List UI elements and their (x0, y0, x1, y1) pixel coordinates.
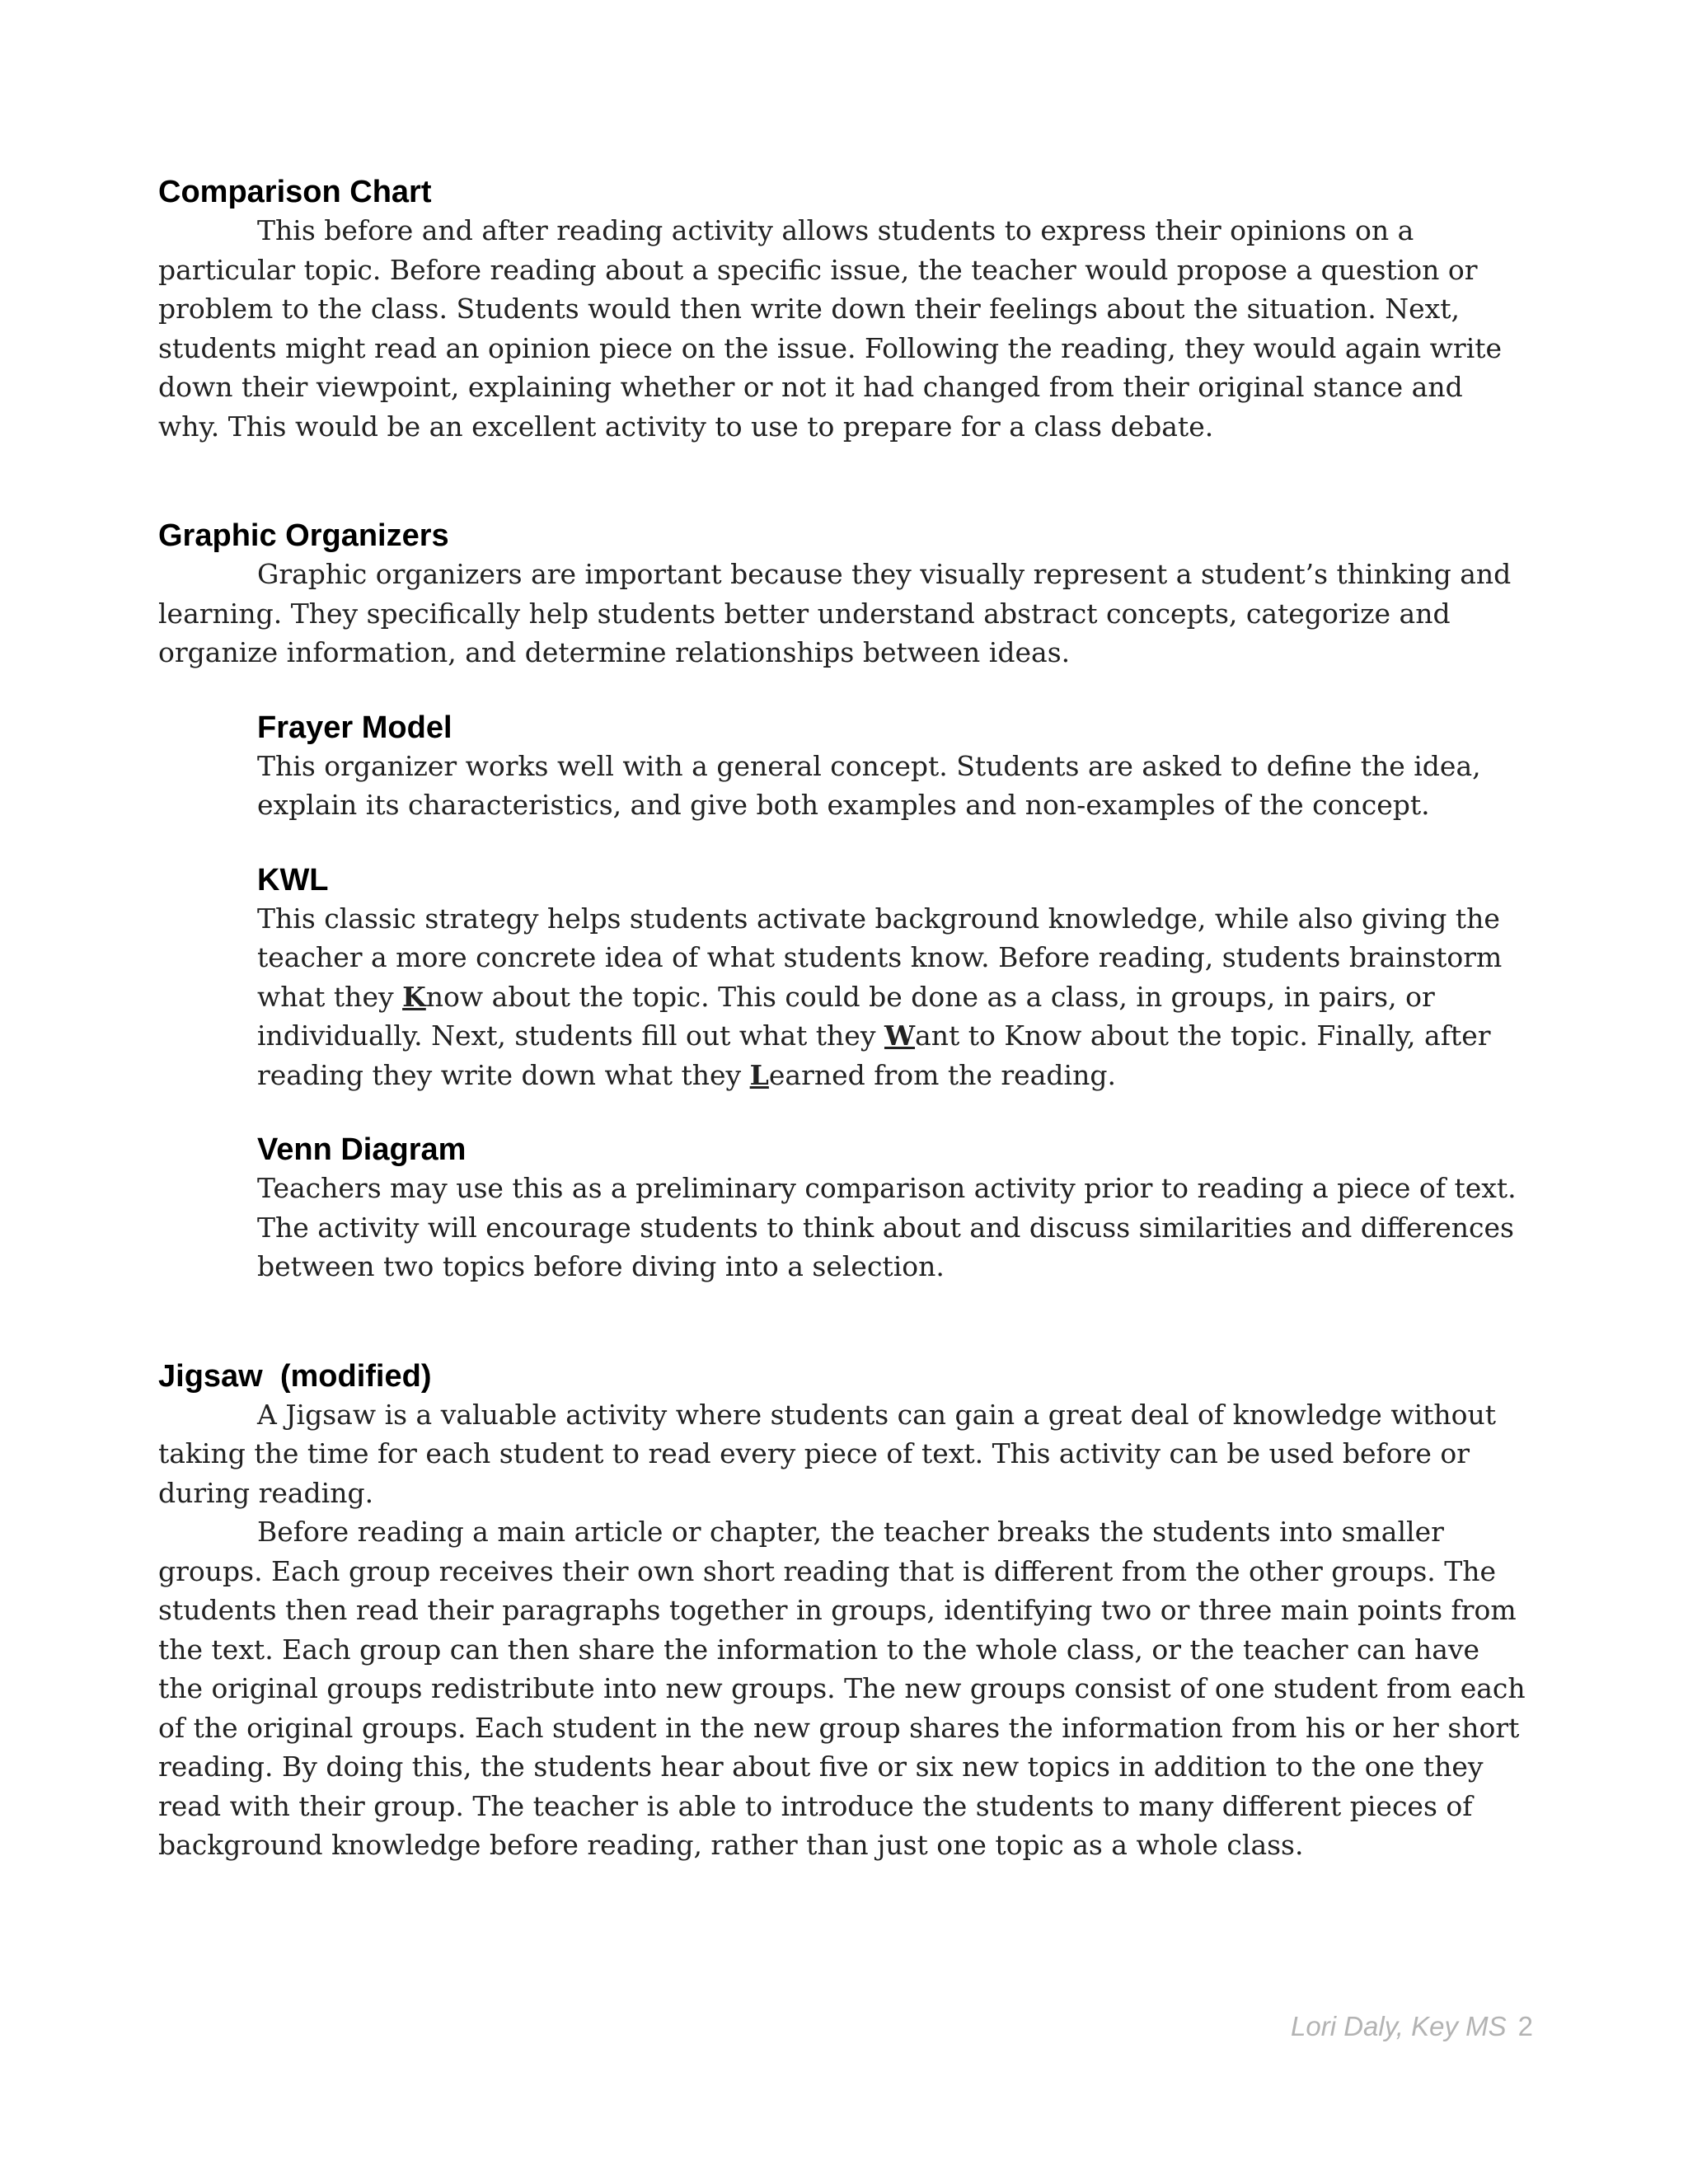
subsection-heading: Venn Diagram (257, 1132, 467, 1167)
footer-author: Lori Daly, Key MS (1291, 2011, 1507, 2041)
section-paragraph: This before and after reading activity allows students to express their opinions on a particular topic. Before reading about a specific issue, the teacher would propose a question or problem to the class. Students would then write down their feelings about the situation. Next, students might read an opinion piece on the issue. Following the reading, they would again write down their viewpoint, explaining whether or not it had changed from their original stance and why. This would be an excellent activity to use to prepare for a class debate. (158, 214, 1503, 443)
subsection-frayer-model (257, 709, 1526, 825)
subsection-kwl (257, 861, 1526, 1095)
subsection-venn-diagram (257, 1131, 1526, 1286)
page-footer (1236, 2011, 1533, 2042)
kwl-letter-l: L (749, 1058, 769, 1091)
section-paragraph: Graphic organizers are important because they visually represent a student’s thinking and learning. They specifically help students better understand abstract concepts, categorize and organize information, and determine relationships between ideas. (158, 558, 1512, 668)
kwl-text-part: now about the topic. This could be done as a class, in groups, in pairs, or individually. Next, students fill out what they (257, 980, 1435, 1052)
subsection-spacer (158, 1094, 1526, 1131)
section-spacer (158, 1286, 1526, 1357)
section-paragraph: Before reading a main article or chapter, the teacher breaks the students into smaller groups. Each group receives their own short reading that is different from the other groups. The students then read their paragraphs together in groups, identifying two or three main points from the text. Each group can then share the information to the whole class, or the teacher can have the original groups redistribute into new groups. The new groups consist of one student from each of the original groups. Each student in the new group shares the information from his or her short reading. By doing this, the students hear about five or six new topics in addition to the one they read with their group. The teacher is able to introduce the students to many different pieces of background knowledge before reading, rather than just one topic as a whole class. (158, 1516, 1526, 1861)
subsection-spacer (158, 825, 1526, 861)
section-comparison-chart (158, 173, 1526, 446)
section-jigsaw (158, 1357, 1526, 1865)
section-heading: Jigsaw (modified) (158, 1358, 432, 1394)
subsection-spacer (158, 673, 1526, 709)
subsection-paragraph (257, 899, 1526, 1095)
section-heading: Graphic Organizers (158, 518, 449, 553)
kwl-letter-w: W (884, 1019, 916, 1052)
page-number: 2 (1517, 2011, 1533, 2041)
subsection-heading: KWL (257, 862, 329, 898)
kwl-text-part: earned from the reading. (768, 1058, 1116, 1091)
kwl-letter-k: K (402, 980, 426, 1013)
section-paragraph: A Jigsaw is a valuable activity where students can gain a great deal of knowledge without taking the time for each student to read every piece of text. This activity can be used before or during reading. (158, 1398, 1497, 1509)
section-heading: Comparison Chart (158, 175, 432, 209)
subsection-paragraph: This organizer works well with a general concept. Students are asked to define the idea, explain its characteristics, and give both examples and non-examples of the concept. (257, 749, 1481, 821)
subsection-paragraph: Teachers may use this as a preliminary comparison activity prior to reading a piece of text. The activity will encourage students to think about and discuss similarities and differences between two topics before diving into a selection. (257, 1172, 1517, 1282)
document-body (158, 173, 1526, 1865)
kwl-text-part: ant to Know about the topic. Finally, after reading they write down what they (257, 1019, 1491, 1091)
subsection-heading: Frayer Model (257, 710, 452, 745)
kwl-text-part: This classic strategy helps students activate background knowledge, while also giving the teacher a more concrete idea of what students know. Before reading, students brainstorm what they (257, 902, 1503, 1013)
section-graphic-organizers (158, 517, 1526, 1286)
section-spacer (158, 446, 1526, 517)
